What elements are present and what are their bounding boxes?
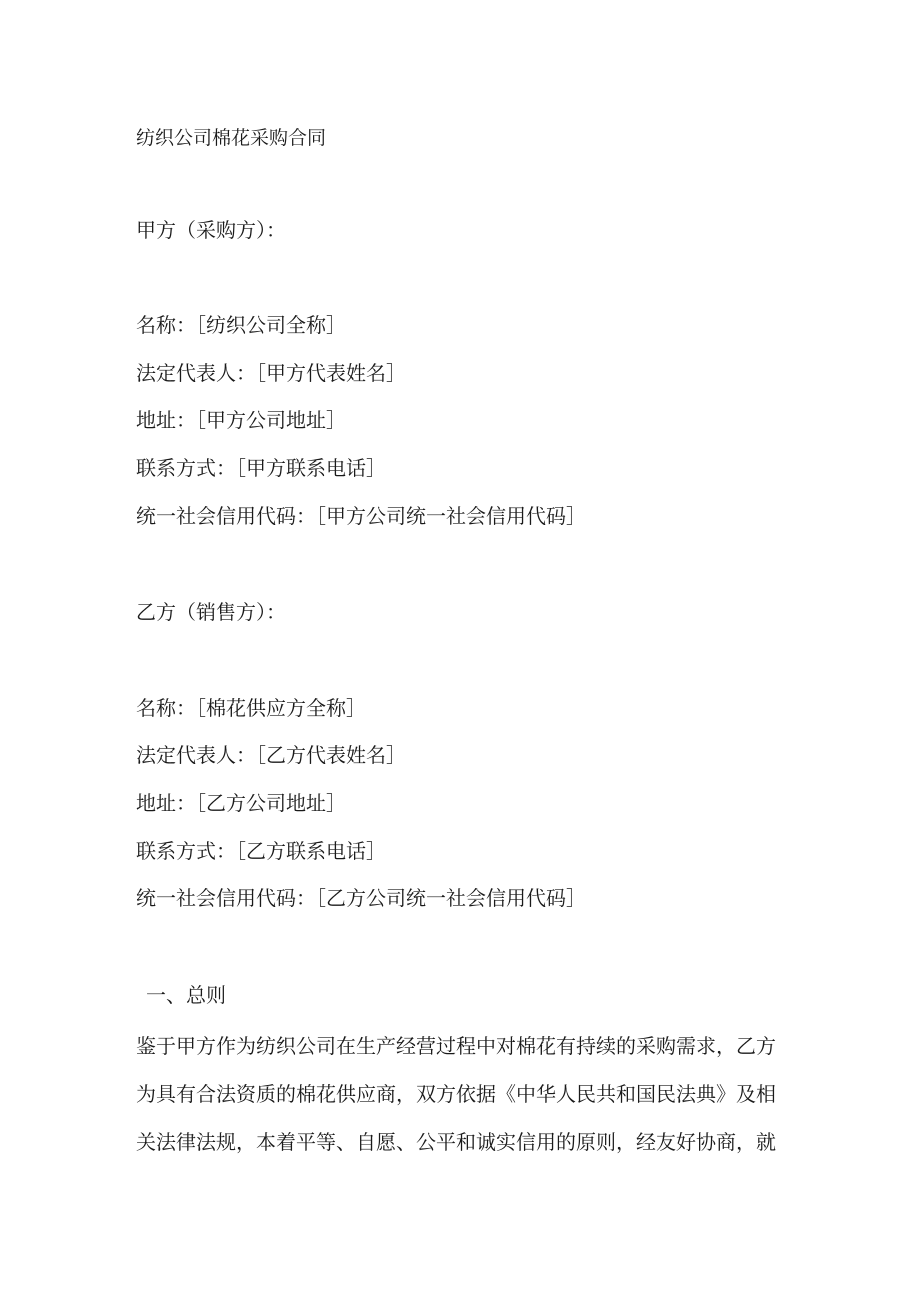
party-b-contact: 联系方式：［乙方联系电话］ [136,839,386,863]
section-heading-general: 一、总则 [146,983,226,1007]
party-a-heading: 甲方（采购方）： [136,218,286,242]
paragraph-line: 鉴于甲方作为纺织公司在生产经营过程中对棉花有持续的采购需求，乙方 [136,1034,776,1058]
party-a-credit-code: 统一社会信用代码：［甲方公司统一社会信用代码］ [136,504,586,528]
paragraph-line: 为具有合法资质的棉花供应商，双方依据《中华人民共和国民法典》及相 [136,1082,776,1106]
document-title: 纺织公司棉花采购合同 [136,127,327,149]
party-a-name: 名称：［纺织公司全称］ [136,313,346,337]
party-b-legal-rep: 法定代表人：［乙方代表姓名］ [136,743,406,767]
party-a-legal-rep: 法定代表人：［甲方代表姓名］ [136,361,406,385]
party-b-heading: 乙方（销售方）： [136,600,286,624]
paragraph-line: 关法律法规，本着平等、自愿、公平和诚实信用的原则，经友好协商，就 [136,1130,776,1154]
party-b-name: 名称：［棉花供应方全称］ [136,696,366,720]
party-b-credit-code: 统一社会信用代码：［乙方公司统一社会信用代码］ [136,886,586,910]
party-a-address: 地址：［甲方公司地址］ [136,408,346,432]
party-a-contact: 联系方式：［甲方联系电话］ [136,456,386,480]
party-b-address: 地址：［乙方公司地址］ [136,791,346,815]
